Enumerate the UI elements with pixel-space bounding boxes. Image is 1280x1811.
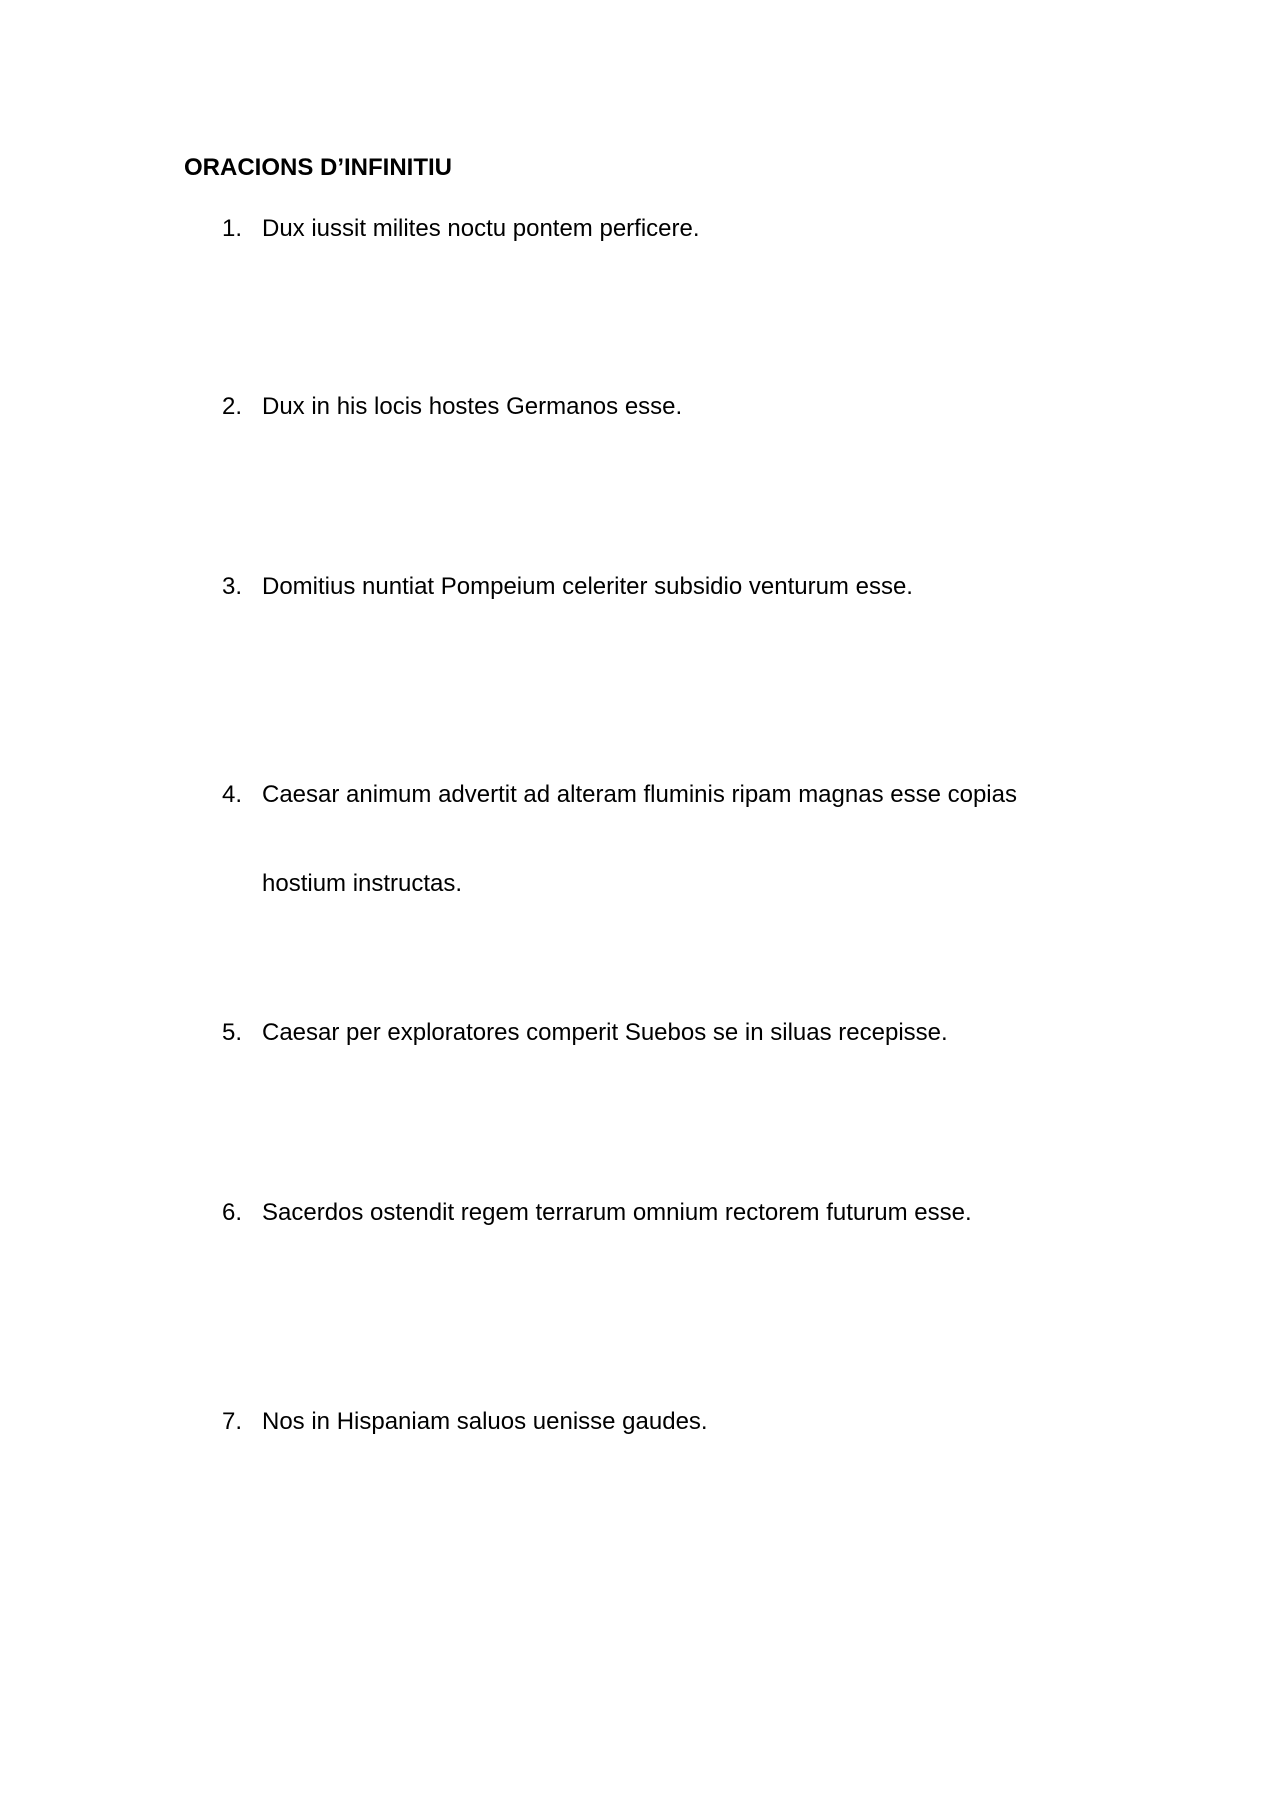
item-number: 6. (222, 1199, 243, 1226)
item-text: Sacerdos ostendit regem terrarum omnium rectorem futurum esse. (262, 1199, 972, 1226)
item-text: Dux iussit milites noctu pontem perficere. (262, 215, 700, 242)
item-text: Domitius nuntiat Pompeium celeriter subsidio venturum esse. (262, 573, 913, 600)
item-number: 7. (222, 1408, 243, 1435)
item-text: Caesar animum advertit ad alteram fluminis ripam magnas esse copias (262, 781, 1017, 808)
item-text: Dux in his locis hostes Germanos esse. (262, 393, 683, 420)
item-text-continuation: hostium instructas. (262, 870, 463, 897)
item-number: 5. (222, 1019, 243, 1046)
item-number: 4. (222, 781, 243, 808)
document-title: ORACIONS D’INFINITIU (184, 154, 452, 181)
item-number: 3. (222, 573, 243, 600)
item-text: Nos in Hispaniam saluos uenisse gaudes. (262, 1408, 708, 1435)
item-number: 1. (222, 215, 243, 242)
item-number: 2. (222, 393, 243, 420)
item-text: Caesar per exploratores comperit Suebos se in siluas recepisse. (262, 1019, 948, 1046)
